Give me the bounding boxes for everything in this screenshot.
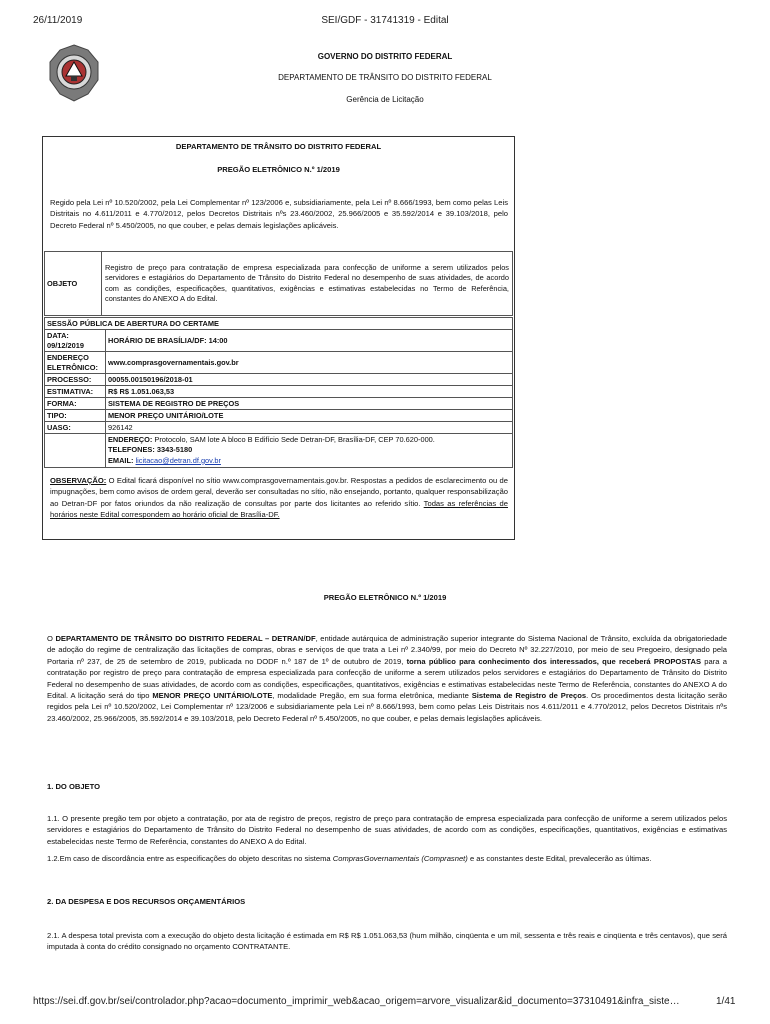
processo-value: 00055.00150196/2018-01 [106,374,513,386]
tipo-label: TIPO: [45,410,106,422]
letterhead-government: GOVERNO DO DISTRITO FEDERAL [317,52,453,61]
print-title: SEI/GDF - 31741319 - Edital [321,15,449,26]
box-legal-basis: Regido pela Lei nº 10.520/2002, pela Lei Complementar nº 123/2006 e, subsidiariamente, pela Lei nº 8.666/1993, bem como pelas Leis Distritais no 4.611/2011 e 4.770/2012, pelos Decretos Distritais nºs 23.460/2002, 25.966/2005 e 35.592/2014 e 39.103/2018, pelo Decreto Federal nº 5.450/2005, no que couber, e pelas demais legislações aplicáveis. [50,198,508,230]
estimativa-value: R$ R$ 1.051.063,53 [106,386,513,398]
detran-coat-of-arms-logo [48,44,100,102]
uasg-label: UASG: [45,422,106,434]
contact-address: ENDEREÇO: Protocolo, SAM lote A bloco B Edifício Sede Detran-DF, Brasília-DF, CEP 70.620-000. [108,434,435,444]
estimativa-label: ESTIMATIVA: [45,386,106,398]
section-1-1: 1.1. O presente pregão tem por objeto a contratação, por ata de registro de preços, registro de preço para contratação de empresa especializada para confecção de uniforme a serem utilizados pelos servidores e estagiários do Departamento de Trânsito do Distrito Federal no desempenho de suas atividades, de acordo com as condições, especificações, quantitativos, exigências e estimativas estabelecidas neste Termo de Referência, constantes do ANEXO A do Edital. [47,814,727,846]
intro-paragraph: O DEPARTAMENTO DE TRÂNSITO DO DISTRITO FEDERAL – DETRAN/DF, entidade autárquica de administração superior integrante do Sistema Nacional de Trânsito, excluída da obrigatoriedade de adoção do regime de centralização das licitações de compras, obras e serviços de que trata a Lei nº 2.340/99, por meio do Decreto Nº 32.227/2010, por meio de seu Pregoeiro, designado pela Portaria nº 237, de 25 de setembro de 2019, publicada no DODF n.º 187 de 1º de outubro de 2019, torna público para conhecimento dos interessados, que receberá PROPOSTAS para a contratação por registro de preço para contratação de empresa especializada para confecção de uniforme a serem utilizados pelos servidores e estagiários do Departamento de Trânsito do Distrito Federal no desempenho de suas atividades, de acordo com as condições, especificações, quantitativos, exigências e estimativas estabelecidas neste Termo de Referência, constantes do ANEXO A do Edital. A licitação será do tipo MENOR PREÇO UNITÁRIO/LOTE, modalidade Pregão, em sua forma eletrônica, mediante Sistema de Registro de Preços. Os procedimentos desta licitação serão regidos pela Lei nº 10.520/2002, Lei Complementar nº 123/2006 e subsidiariamente pela Lei nº 8.666/1993, bem como pelas Leis Distritais nos 4.611/2011 e 4.770/2012, pelos Decretos Distritais nºs 23.460/2002, 25.966/2005, 35.592/2014 e 39.103/2018, pelo Decreto Federal nº 5.450/2005, no que couber, e pelas demais legislações aplicáveis. [47,634,727,723]
objeto-label: OBJETO [45,252,102,316]
box-pregao-title: PREGÃO ELETRÔNICO N.º 1/2019 [217,165,340,174]
contact-cell [106,434,513,468]
session-date: DATA: 09/12/2019 [45,330,106,352]
contact-empty-cell [45,434,106,468]
print-url: https://sei.df.gov.br/sei/controlador.php?acao=documento_imprimir_web&acao_origem=arvore_visualizar&id_documento=37310491&infra_siste… [33,996,680,1007]
session-time: HORÁRIO DE BRASÍLIA/DF: 14:00 [106,330,513,352]
tipo-value: MENOR PREÇO UNITÁRIO/LOTE [106,410,513,422]
section-2-heading: 2. DA DESPESA E DOS RECURSOS ORÇAMENTÁRIOS [47,897,246,906]
session-title: SESSÃO PÚBLICA DE ABERTURA DO CERTAME [45,318,513,330]
processo-label: PROCESSO: [45,374,106,386]
email-link[interactable]: licitacao@detran.df.gov.br [135,455,221,465]
box-department-title: DEPARTAMENTO DE TRÂNSITO DO DISTRITO FEDERAL [175,142,382,151]
page-number: 1/41 [716,996,736,1007]
contact-email: EMAIL: licitacao@detran.df.gov.br [108,455,221,465]
forma-value: SISTEMA DE REGISTRO DE PREÇOS [106,398,513,410]
forma-label: FORMA: [45,398,106,410]
objeto-text: Registro de preço para contratação de empresa especializada para confecção de uniforme a serem utilizados pelos servidores e estagiários do Departamento de Trânsito do Distrito Federal no desempenho de suas atividades, de acordo com as condições, especificações, quantitativos, exigências e estimativas estabelecidas no Termo de Referência, constantes do ANEXO A do Edital. [102,252,513,316]
contact-phone: TELEFONES: 3343-5180 [108,445,193,455]
uasg-value: 926142 [106,422,513,434]
print-date: 26/11/2019 [33,15,83,26]
letterhead-department: DEPARTAMENTO DE TRÂNSITO DO DISTRITO FEDERAL [278,73,492,82]
objeto-table [44,251,513,316]
body-title: PREGÃO ELETRÔNICO N.º 1/2019 [323,593,447,602]
observation-paragraph: OBSERVAÇÃO: O Edital ficará disponível no sítio www.comprasgovernamentais.gov.br. Respostas a pedidos de esclarecimento ou de impugnações, bem como avisos de ordem geral, deverão ser consultadas no sítio, não ensejando, portanto, qualquer responsabilização ao Detran-DF por fatos oriundos da não realização de consultas por parte dos licitantes ao referido sítio. Todas as referências de horários neste Edital correspondem ao horário oficial de Brasília-DF. [50,476,509,520]
letterhead-division: Gerência de Licitação [346,95,424,104]
address-label: ENDEREÇO ELETRÔNICO: [45,352,106,374]
address-value: www.comprasgovernamentais.gov.br [106,352,513,374]
session-table [44,317,513,468]
section-2-1: 2.1. A despesa total prevista com a execução do objeto desta licitação é estimada em R$ R$ 1.051.063,53 (hum milhão, cinqüenta e um mil, sessenta e três reais e cinqüenta e três centavos), que será imputada à conta do crédito consignado no orçamento CONTRATANTE. [47,931,727,952]
section-1-heading: 1. DO OBJETO [47,782,101,791]
section-1-2: 1.2.Em caso de discordância entre as especificações do objeto descritas no sistema ComprasGovernamentais (Comprasnet) e as constantes deste Edital, prevalecerão as últimas. [47,854,652,863]
